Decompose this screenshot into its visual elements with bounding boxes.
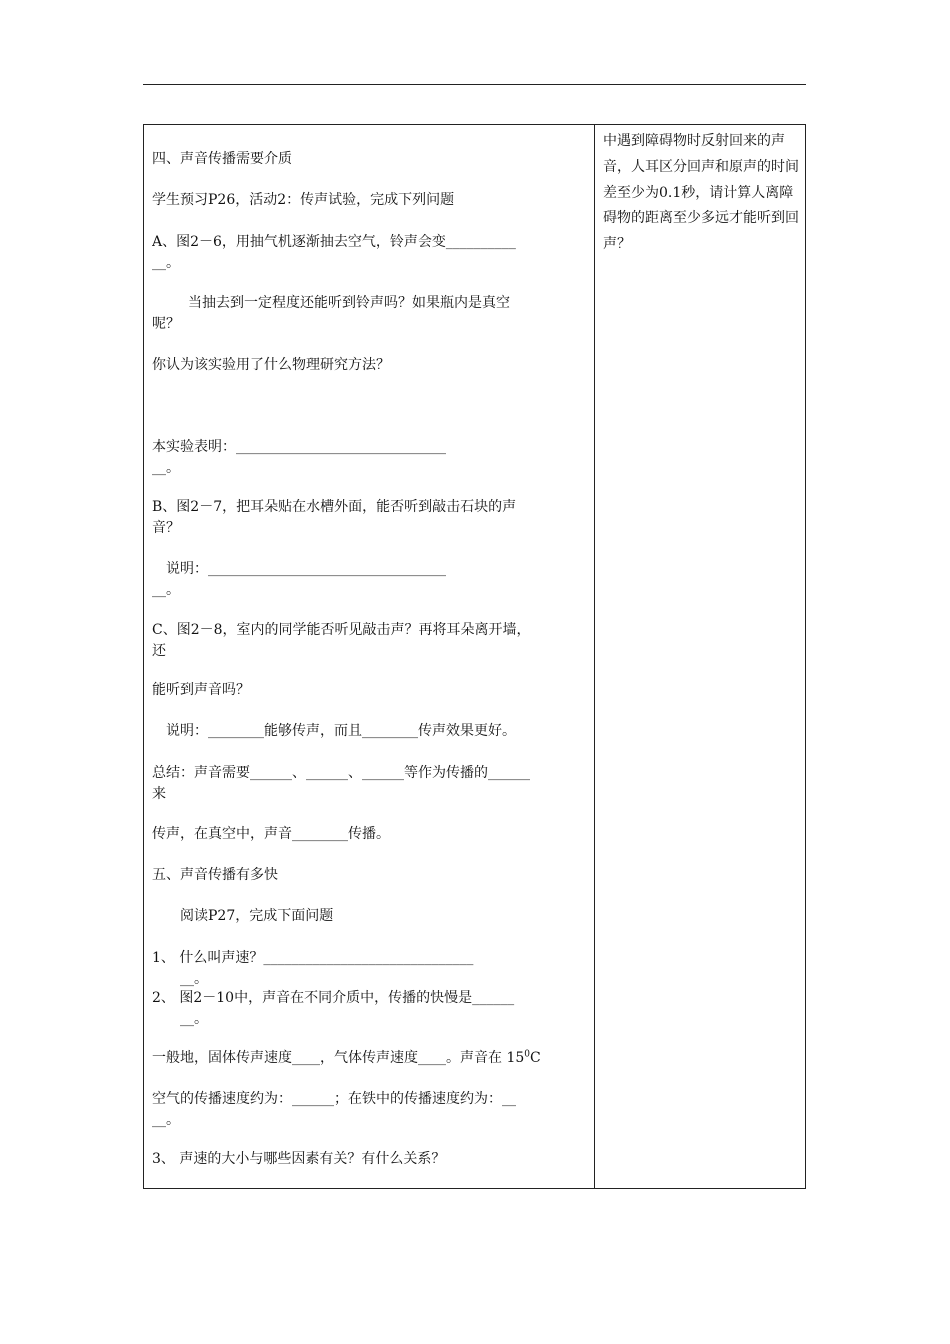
section-5-title: 五、声音传播有多快: [152, 867, 278, 883]
question-b-line1: B、图2－7，把耳朵贴在水槽外面，能否听到敲击石块的声: [152, 499, 517, 515]
section-5-read: 阅读P27，完成下面问题: [180, 908, 334, 924]
question-b-explain-line1: 说明：__________________________________: [166, 561, 446, 577]
question-2-line5: __。: [152, 1112, 180, 1128]
echo-question-text: 中遇到障碍物时反射回来的声音，人耳区分回声和原声的时间差至少为0.1秒，请计算人离障碍物的距离至少多远才能听到回声？: [603, 133, 799, 253]
question-a-line1: A、图2－6，用抽气机逐渐抽去空气，铃声会变__________: [152, 234, 516, 250]
question-b-line2: 音？: [152, 520, 180, 536]
question-2-line1: 2、 图2－10中，声音在不同介质中，传播的快慢是______: [152, 990, 515, 1006]
question-a-sub1-line2: 呢？: [152, 316, 180, 332]
question-1-line1: 1、 什么叫声速？______________________________: [152, 950, 474, 966]
question-2-line4: 空气的传播速度约为：______；在铁中的传播速度约为：__: [152, 1091, 516, 1107]
summary-line1: 总结：声音需要______、______、______等作为传播的______: [152, 765, 530, 781]
question-b-explain-line2: __。: [152, 582, 180, 598]
conclusion-line1: 本实验表明：______________________________: [152, 439, 446, 455]
header-rule: [143, 84, 806, 85]
summary-line2: 来: [152, 786, 166, 802]
question-a-line2: __。: [152, 255, 180, 271]
question-c-line1: C、图2－8，室内的同学能否听见敲击声？再将耳朵离开墙，: [152, 622, 531, 638]
question-c-line2: 还: [152, 643, 166, 659]
celsius-unit: C: [530, 1050, 541, 1066]
question-c-line3: 能听到声音吗？: [152, 682, 250, 698]
question-3: 3、 声速的大小与哪些因素有关？有什么关系？: [152, 1151, 446, 1167]
conclusion-line2: __。: [152, 460, 180, 476]
question-a-sub1-line1: 当抽去到一定程度还能听到铃声吗？如果瓶内是真空: [188, 295, 510, 311]
question-c-explain: 说明：________能够传声，而且________传声效果更好。: [166, 723, 516, 739]
section-4-title: 四、声音传播需要介质: [152, 151, 292, 167]
question-2-line3: [152, 1048, 588, 1069]
question-1-line2: __。: [180, 971, 208, 987]
notes-column: [595, 125, 805, 1188]
section-4-preview: 学生预习P26，活动2：传声试验，完成下列问题: [152, 192, 455, 208]
worksheet-table: [143, 124, 806, 1189]
main-content-column: [144, 125, 595, 1188]
summary-line3: 传声，在真空中，声音________传播。: [152, 826, 390, 842]
question-2-line2: __。: [180, 1011, 208, 1027]
question-2-line3-text: 一般地，固体传声速度____，气体传声速度____。声音在 15: [152, 1050, 525, 1066]
degree-superscript: 0: [524, 1049, 530, 1060]
question-a-sub2: 你认为该实验用了什么物理研究方法？: [152, 357, 390, 373]
